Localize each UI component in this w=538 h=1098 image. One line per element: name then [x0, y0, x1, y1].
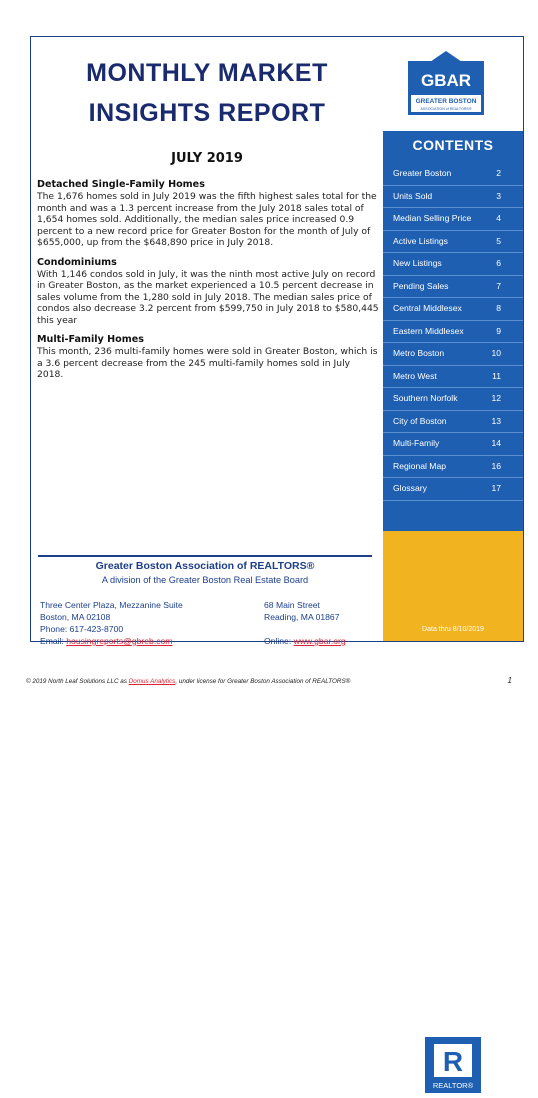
spacer: [264, 623, 346, 635]
report-month: JULY 2019: [171, 151, 243, 166]
toc-item[interactable]: [383, 433, 523, 456]
toc-item[interactable]: [383, 321, 523, 344]
report-sections: [37, 179, 379, 389]
toc-item-label: Glossary: [393, 483, 427, 493]
toc-item-label: Pending Sales: [393, 280, 449, 291]
toc-item-label: Units Sold: [393, 190, 433, 201]
toc-item-page: 14: [491, 438, 501, 448]
logo-tagline: ASSOCIATION of REALTORS®: [420, 107, 472, 111]
section-single-family: [37, 179, 379, 249]
toc-item-page: 12: [491, 393, 501, 403]
toc-item-label: Metro Boston: [393, 348, 445, 358]
toc-item-page: 16: [491, 460, 501, 471]
toc-item-page: 3: [496, 190, 501, 201]
section-heading: Multi-Family Homes: [37, 334, 144, 345]
toc-list: [383, 163, 523, 501]
toc-item[interactable]: [383, 163, 523, 186]
sidebar: [383, 37, 523, 1090]
address-line: 68 Main Street: [264, 600, 320, 610]
email-row: [40, 635, 183, 647]
section-heading: Detached Single-Family Homes: [37, 179, 205, 190]
section-body: This month, 236 multi-family homes were sold in Greater Boston, which is a 3.6 percent decrease from the 245 multi-family homes sold in July 2018.: [37, 346, 378, 380]
domus-analytics-link[interactable]: Domus Analytics: [128, 678, 176, 685]
toc-item[interactable]: [383, 456, 523, 479]
website-label: Online:: [264, 636, 294, 646]
toc-item-page: 2: [496, 168, 501, 178]
toc-item[interactable]: [383, 411, 523, 434]
toc-item-page: 6: [496, 258, 501, 268]
toc-item-label: Regional Map: [393, 460, 447, 471]
section-body: With 1,146 condos sold in July, it was the ninth most active July on record in Greater Boston, as the market experienced a 10.5 percent decrease in sales volume from the 1,280 sold in July 2018. The median sales price of condos also decrease 3.2 percent from $599,750 in July 2018 to $580,445 this year: [37, 268, 379, 326]
section-body: The 1,676 homes sold in July 2019 was the fifth highest sales total for the month and was a 1.3 percent increase from the July 2018 sales total of 1,654 homes sold. Additionally, the median sales price increased 0.9 percent to a new record price for Greater Boston for the month of July of $655,000, up from the $648,890 price in July 2018.: [37, 191, 377, 248]
copyright-footer: [26, 678, 350, 685]
address-line: Reading, MA 01867: [264, 612, 340, 622]
email-label: Email:: [40, 636, 67, 646]
toc-item-page: 8: [496, 303, 501, 313]
section-heading: Condominiums: [37, 256, 117, 268]
toc-item-label: Eastern Middlesex: [393, 325, 464, 336]
contents-panel: [383, 131, 523, 531]
toc-item-label: Metro West: [393, 370, 437, 381]
toc-item[interactable]: [383, 388, 523, 411]
association-subtitle: A division of the Greater Boston Real Estate Board: [101, 575, 309, 585]
toc-item-page: 9: [496, 325, 501, 336]
logo-area: [383, 37, 523, 131]
toc-item-label: Median Selling Price: [393, 213, 472, 223]
toc-item-label: Southern Norfolk: [393, 393, 458, 403]
toc-item[interactable]: [383, 343, 523, 366]
address-line: Boston, MA 02108: [40, 612, 111, 622]
toc-item[interactable]: [383, 366, 523, 389]
logo-subtitle: GREATER BOSTON: [415, 98, 477, 105]
toc-item-page: 10: [491, 348, 501, 358]
report-title-line2: INSIGHTS REPORT: [88, 99, 326, 127]
logo-text: GBAR: [420, 71, 472, 90]
address-line: Three Center Plaza, Mezzanine Suite: [40, 600, 183, 610]
toc-item-page: 11: [492, 370, 501, 381]
contact-block-boston: [40, 599, 183, 647]
email-link[interactable]: housingreports@gbreb.com: [66, 636, 173, 646]
realtor-logo: [423, 1035, 483, 1095]
toc-item-label: Multi-Family: [393, 438, 440, 448]
section-condominiums: [37, 257, 379, 327]
section-multi-family: [37, 334, 379, 381]
toc-item-page: 17: [491, 483, 501, 493]
toc-item[interactable]: [383, 478, 523, 501]
footer-text: © 2019 North Leaf Solutions LLC as: [26, 678, 129, 685]
realtor-label: REALTOR®: [432, 1081, 474, 1090]
website-link[interactable]: www.gbar.org: [293, 636, 346, 646]
realtor-letter: R: [442, 1046, 464, 1077]
toc-item[interactable]: [383, 298, 523, 321]
footer-text: , under license for Greater Boston Association of REALTORS®: [175, 678, 351, 685]
toc-item-label: City of Boston: [393, 415, 447, 426]
phone-number: Phone: 617-423-8700: [40, 624, 124, 634]
toc-item[interactable]: [383, 186, 523, 209]
toc-item-label: Greater Boston: [393, 168, 452, 178]
toc-item-label: Active Listings: [393, 235, 448, 246]
realtor-r-icon: [425, 1037, 481, 1093]
association-name: Greater Boston Association of REALTORS®: [95, 560, 315, 572]
footer-divider: [38, 555, 372, 557]
gbar-logo: [383, 37, 523, 131]
toc-item[interactable]: [383, 253, 523, 276]
website-row: [264, 635, 346, 647]
data-thru-date: Data thru 8/10/2019: [422, 626, 484, 633]
toc-item-page: 5: [496, 235, 501, 246]
contact-block-reading: [264, 599, 346, 647]
toc-item-page: 4: [496, 213, 501, 223]
toc-item-page: 13: [491, 415, 501, 426]
main-column: [31, 37, 383, 641]
toc-item-page: 7: [496, 280, 501, 291]
toc-item[interactable]: [383, 231, 523, 254]
report-title-line1: MONTHLY MARKET: [86, 59, 328, 87]
realtor-panel: [383, 531, 523, 1090]
contents-title: CONTENTS: [412, 137, 494, 153]
page-number: 1: [507, 676, 512, 685]
toc-item-label: New Listings: [393, 258, 442, 268]
toc-item[interactable]: [383, 208, 523, 231]
toc-item[interactable]: [383, 276, 523, 299]
toc-item-label: Central Middlesex: [393, 303, 462, 313]
